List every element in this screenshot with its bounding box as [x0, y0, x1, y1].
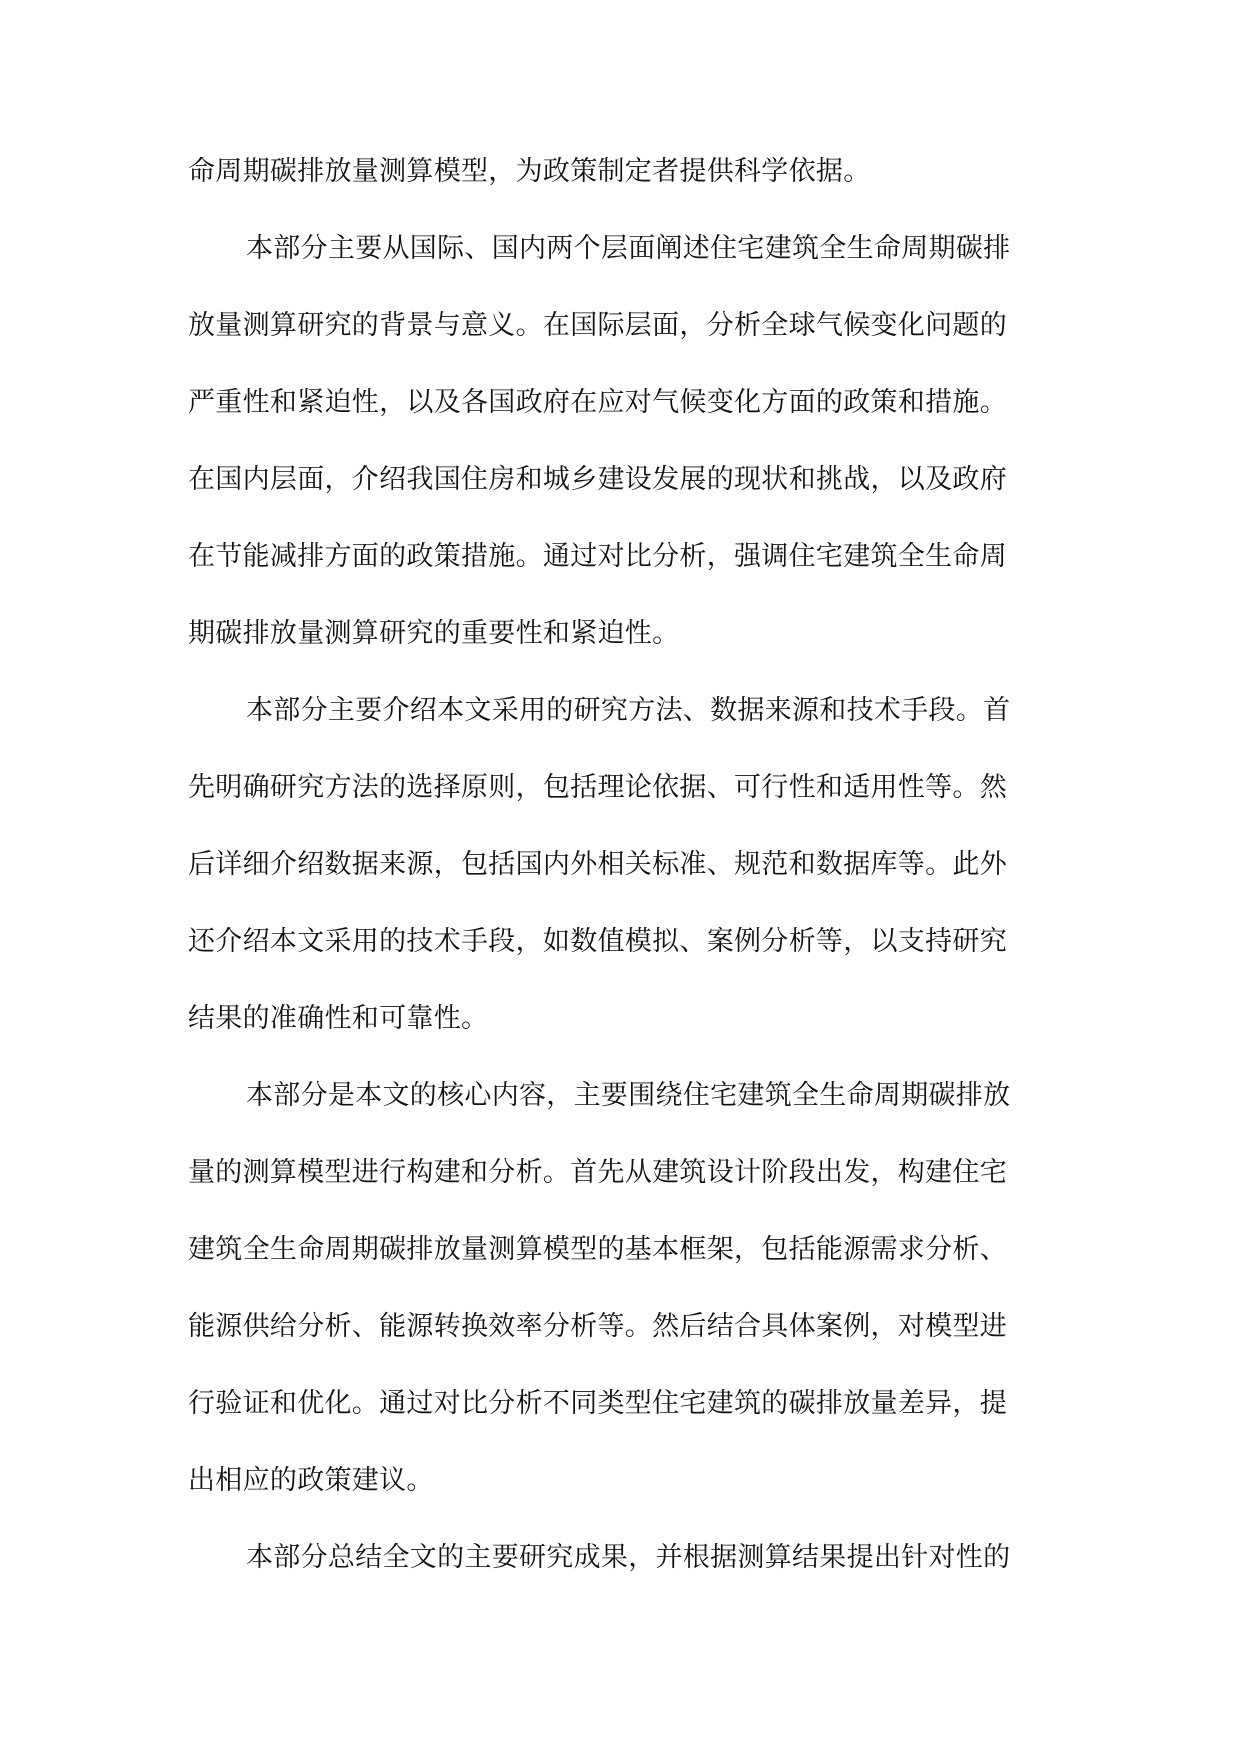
text-line: 建筑全生命周期碳排放量测算模型的基本框架，包括能源需求分析、	[188, 1234, 1007, 1265]
paragraph	[188, 1068, 1054, 1530]
text-line: 结果的准确性和可靠性。	[188, 1003, 489, 1034]
text-line: 出相应的政策建议。	[188, 1465, 434, 1496]
text-line: 在节能减排方面的政策措施。通过对比分析，强调住宅建筑全生命周	[188, 541, 1007, 572]
text-line: 本部分主要介绍本文采用的研究方法、数据来源和技术手段。首	[246, 695, 1011, 726]
text-line: 放量测算研究的背景与意义。在国际层面，分析全球气候变化问题的	[188, 310, 1007, 341]
text-line: 能源供给分析、能源转换效率分析等。然后结合具体案例，对模型进	[188, 1311, 1007, 1342]
body-text	[188, 144, 1054, 1607]
text-line: 量的测算模型进行构建和分析。首先从建筑设计阶段出发，构建住宅	[188, 1157, 1007, 1188]
paragraph	[188, 144, 1054, 221]
text-line: 命周期碳排放量测算模型，为政策制定者提供科学依据。	[188, 156, 871, 187]
text-line: 本部分是本文的核心内容，主要围绕住宅建筑全生命周期碳排放	[246, 1080, 1011, 1111]
text-line: 本部分主要从国际、国内两个层面阐述住宅建筑全生命周期碳排	[246, 233, 1011, 264]
text-line: 在国内层面，介绍我国住房和城乡建设发展的现状和挑战，以及政府	[188, 464, 1007, 495]
text-line: 先明确研究方法的选择原则，包括理论依据、可行性和适用性等。然	[188, 772, 1007, 803]
paragraph	[188, 221, 1054, 683]
text-line: 本部分总结全文的主要研究成果，并根据测算结果提出针对性的	[246, 1542, 1011, 1573]
text-line: 期碳排放量测算研究的重要性和紧迫性。	[188, 618, 680, 649]
paragraph	[188, 683, 1054, 1068]
text-line: 还介绍本文采用的技术手段，如数值模拟、案例分析等，以支持研究	[188, 926, 1007, 957]
paragraph	[188, 1530, 1054, 1607]
text-line: 后详细介绍数据来源，包括国内外相关标准、规范和数据库等。此外	[188, 849, 1007, 880]
text-line: 严重性和紧迫性，以及各国政府在应对气候变化方面的政策和措施。	[188, 387, 1007, 418]
text-line: 行验证和优化。通过对比分析不同类型住宅建筑的碳排放量差异，提	[188, 1388, 1007, 1419]
